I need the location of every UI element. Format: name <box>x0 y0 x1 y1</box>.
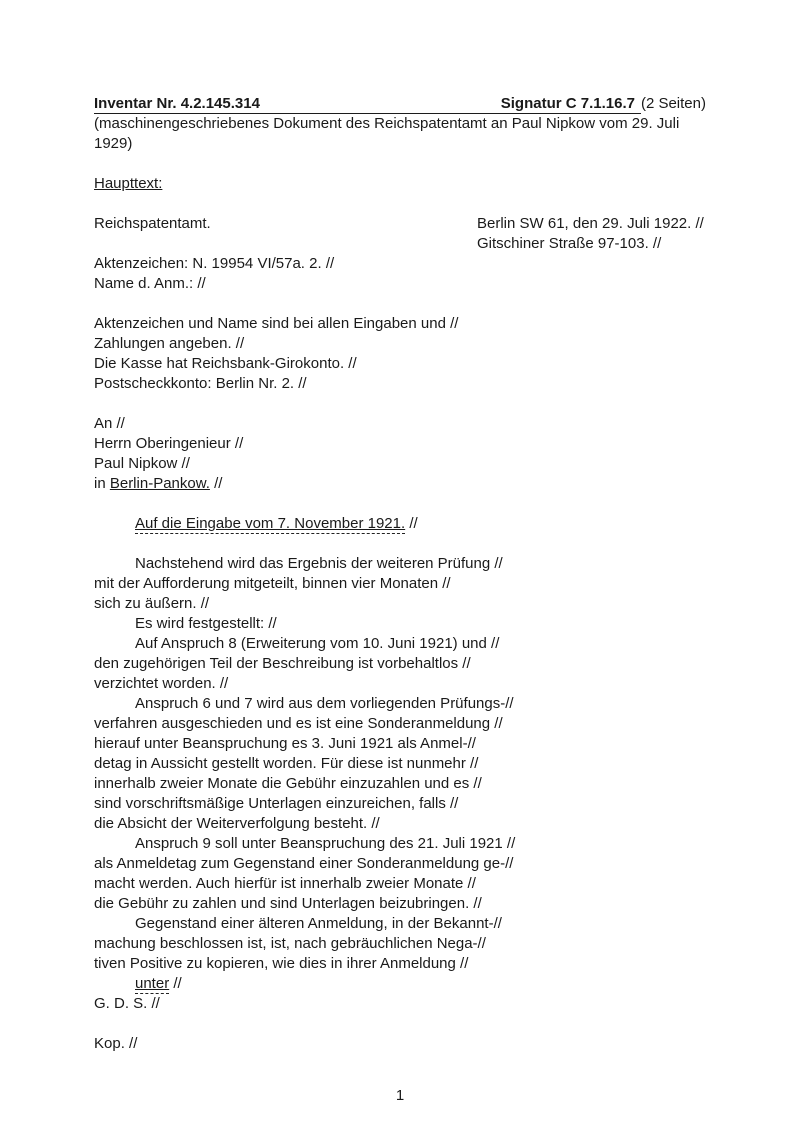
notice-line: Postscheckkonto: Berlin Nr. 2. // <box>94 375 307 392</box>
body-line: verzichtet worden. // <box>94 675 229 692</box>
blank-line <box>94 494 706 514</box>
pages-note: (2 Seiten) <box>640 95 706 112</box>
document-description-line-1: (maschinengeschriebenes Dokument des Reichspatentamt an Paul Nipkow vom 29. Juli <box>94 115 680 132</box>
closing-unter-suffix: // <box>169 975 182 992</box>
body-line: Es wird festgestellt: // <box>135 615 277 632</box>
body-line: innerhalb zweier Monate die Gebühr einzuzahlen und es // <box>94 775 482 792</box>
subject-suffix: // <box>405 515 418 532</box>
place-date: Berlin SW 61, den 29. Juli 1922. // <box>477 215 704 232</box>
body-line: machung beschlossen ist, ist, nach gebräuchlichen Nega-// <box>94 935 486 952</box>
notice-line: Aktenzeichen und Name sind bei allen Eingaben und // <box>94 315 459 332</box>
body-line: Nachstehend wird das Ergebnis der weiteren Prüfung // <box>135 555 503 572</box>
closing-unter-line <box>94 974 706 994</box>
recipient-city-line <box>94 474 706 494</box>
body-line: mit der Aufforderung mitgeteilt, binnen vier Monaten // <box>94 575 451 592</box>
blank-line <box>94 294 706 314</box>
closing-kop-line: Kop. // <box>94 1035 138 1052</box>
blank-line <box>94 154 706 174</box>
signatur-number: Signatur C 7.1.16.7 <box>501 94 641 114</box>
body-line: sind vorschriftsmäßige Unterlagen einzureichen, falls // <box>94 795 459 812</box>
recipient-line: Paul Nipkow // <box>94 455 190 472</box>
sender-office: Reichspatentamt. <box>94 215 211 232</box>
body-line: detag in Aussicht gestellt worden. Für diese ist nunmehr // <box>94 755 479 772</box>
page-number: 1 <box>395 1087 405 1104</box>
body-line: Auf Anspruch 8 (Erweiterung vom 10. Juni 1921) und // <box>135 635 500 652</box>
section-heading-text: Haupttext: <box>94 175 163 192</box>
body-line: Anspruch 9 soll unter Beanspruchung des 21. Juli 1921 // <box>135 835 516 852</box>
body-line: Gegenstand einer älteren Anmeldung, in der Bekannt-// <box>135 915 502 932</box>
inventar-number: Inventar Nr. 4.2.145.314 <box>94 95 260 112</box>
subject-text: Auf die Eingabe vom 7. November 1921. <box>135 515 406 532</box>
section-heading <box>94 174 706 194</box>
body-line: Anspruch 6 und 7 wird aus dem vorliegenden Prüfungs-// <box>135 695 514 712</box>
header-line <box>94 94 706 114</box>
blank-line <box>94 194 706 214</box>
letterhead-row-2 <box>94 234 706 254</box>
notice-line: Die Kasse hat Reichsbank-Girokonto. // <box>94 355 357 372</box>
applicant-name-line: Name d. Anm.: // <box>94 275 206 292</box>
recipient-city: Berlin-Pankow. <box>109 475 210 492</box>
header-underline-filler <box>260 94 501 114</box>
body-line: die Gebühr zu zahlen und sind Unterlagen beizubringen. // <box>94 895 482 912</box>
recipient-line: Herrn Oberingenieur // <box>94 435 244 452</box>
body-line: hierauf unter Beanspruchung es 3. Juni 1921 als Anmel-// <box>94 735 476 752</box>
letterhead-left-empty <box>94 234 477 254</box>
recipient-city-prefix: in <box>94 475 110 492</box>
document-content <box>94 94 706 1054</box>
body-line: als Anmeldetag zum Gegenstand einer Sonderanmeldung ge-// <box>94 855 514 872</box>
closing-unter-text: unter <box>135 975 170 992</box>
recipient-line: An // <box>94 415 125 432</box>
subject-line <box>94 514 706 534</box>
closing-gds-line: G. D. S. // <box>94 995 160 1012</box>
body-line: tiven Positive zu kopieren, wie dies in ihrer Anmeldung // <box>94 955 469 972</box>
body-line: den zugehörigen Teil der Beschreibung ist vorbehaltlos // <box>94 655 471 672</box>
blank-line <box>94 534 706 554</box>
file-number-line: Aktenzeichen: N. 19954 VI/57a. 2. // <box>94 255 335 272</box>
blank-line <box>94 1014 706 1034</box>
document-description-line-2: 1929) <box>94 135 133 152</box>
recipient-city-suffix: // <box>209 475 223 492</box>
body-line: die Absicht der Weiterverfolgung besteht. // <box>94 815 380 832</box>
sender-address: Gitschiner Straße 97-103. // <box>477 235 662 252</box>
letterhead-row-1 <box>94 214 706 234</box>
blank-line <box>94 394 706 414</box>
body-line: macht werden. Auch hierfür ist innerhalb zweier Monate // <box>94 875 476 892</box>
body-line: sich zu äußern. // <box>94 595 210 612</box>
notice-line: Zahlungen angeben. // <box>94 335 245 352</box>
body-line: verfahren ausgeschieden und es ist eine Sonderanmeldung // <box>94 715 503 732</box>
